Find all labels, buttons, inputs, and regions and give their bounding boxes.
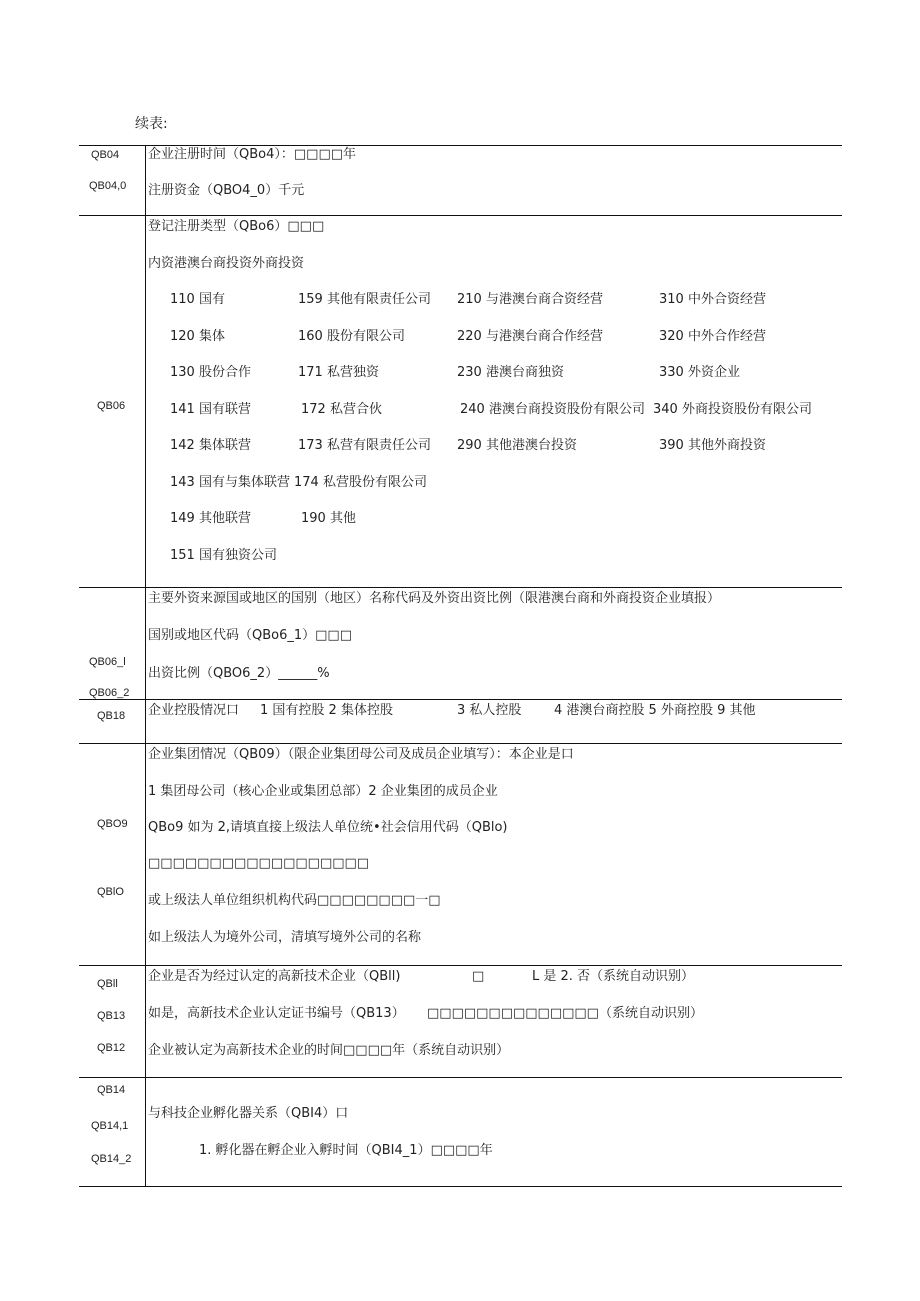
row-divider [79, 145, 842, 146]
field-code: QB06_l [89, 656, 126, 668]
column-divider [145, 145, 146, 1187]
high-tech-options: L 是 2. 否（系统自动识别） [532, 969, 695, 984]
holding-status-label: 企业控股情况口 [148, 703, 240, 718]
reg-type-option: 230 港澳台商独资 [457, 365, 564, 380]
high-tech-question: 企业是否为经过认定的高新技术企业（QBll) [148, 969, 401, 984]
holding-option: 3 私人控股 [457, 703, 522, 718]
reg-type-option: 171 私营独资 [298, 365, 379, 380]
row-divider [79, 1077, 842, 1078]
holding-option: 1 国有控股 2 集体控股 [260, 703, 393, 718]
field-code: QB14,1 [91, 1120, 129, 1132]
registration-type-categories: 内资港澳台商投资外商投资 [148, 256, 305, 271]
parent-credit-code-label: QBo9 如为 2,请填直接上级法人单位统•社会信用代码（QBlo) [148, 820, 508, 835]
high-tech-cert-boxes: □□□□□□□□□□□□□□（系统自动识别） [427, 1006, 703, 1021]
reg-type-option: 290 其他港澳台投资 [457, 438, 577, 453]
reg-type-option: 320 中外合作经营 [659, 329, 766, 344]
holding-option: 4 港澳台商控股 5 外商控股 9 其他 [554, 703, 756, 718]
high-tech-cert-label: 如是，高新技术企业认定证书编号（QB13） [148, 1006, 405, 1021]
reg-type-option: 330 外资企业 [659, 365, 740, 380]
field-code: QB12 [97, 1042, 126, 1054]
row-divider [79, 699, 842, 700]
reg-type-option: 173 私营有限责任公司 [298, 438, 431, 453]
country-code-field: 国别或地区代码（QBo6_1）□□□ [148, 628, 352, 643]
reg-type-option: 190 其他 [301, 511, 356, 526]
registered-capital-field: 注册资金（QBO4_0）千元 [148, 183, 305, 198]
field-code: QBO9 [97, 818, 128, 830]
field-code: QB13 [97, 1010, 126, 1022]
incubator-relation-field: 与科技企业孵化器关系（QBI4）口 [148, 1106, 349, 1121]
row-divider [79, 743, 842, 744]
group-status-field: 企业集团情况（QB09）（限企业集团母公司及成员企业填写）：本企业是口 [148, 747, 574, 762]
incubation-date-field: 1. 孵化器在孵企业入孵时间（QBI4_1）□□□□年 [199, 1143, 493, 1158]
reg-type-option: 142 集体联营 [170, 438, 251, 453]
group-type-options: 1 集团母公司（核心企业或集团总部）2 企业集团的成员企业 [148, 784, 498, 799]
parent-credit-code-boxes: □□□□□□□□□□□□□□□□□□ [148, 856, 370, 871]
reg-type-option: 220 与港澳台商合作经营 [457, 329, 603, 344]
reg-type-option: 390 其他外商投资 [659, 438, 766, 453]
reg-type-option: 120 集体 [170, 329, 225, 344]
continued-title: 续表: [135, 116, 168, 132]
reg-type-option: 310 中外合资经营 [659, 292, 766, 307]
reg-type-option: 110 国有 [170, 292, 225, 307]
reg-type-option: 210 与港澳台商合资经营 [457, 292, 603, 307]
reg-type-option: 143 国有与集体联营 [170, 475, 290, 490]
field-code: QB04 [91, 149, 120, 161]
field-code: QBll [97, 978, 118, 990]
parent-org-code-field: 或上级法人单位组织机构代码□□□□□□□□一□ [148, 893, 441, 908]
row-divider [79, 587, 842, 588]
reg-type-option: 240 港澳台商投资股份有限公司 [460, 402, 645, 417]
high-tech-checkbox: □ [472, 969, 485, 984]
reg-type-option: 130 股份合作 [170, 365, 251, 380]
overseas-parent-note: 如上级法人为境外公司，清填写境外公司的名称 [148, 930, 422, 945]
reg-type-option: 160 股份有限公司 [298, 329, 405, 344]
field-code: QB06 [97, 400, 126, 412]
reg-type-option: 151 国有独资公司 [170, 548, 277, 563]
registration-time-field: 企业注册时间（QBo4）：□□□□年 [148, 147, 357, 162]
field-code: QB14_2 [91, 1153, 132, 1165]
field-code: QB04,0 [89, 180, 127, 192]
field-code: QB14 [97, 1084, 126, 1096]
reg-type-option: 159 其他有限责任公司 [298, 292, 431, 307]
registration-type-field: 登记注册类型（QBo6）□□□ [148, 219, 325, 234]
reg-type-option: 174 私营股份有限公司 [294, 475, 427, 490]
high-tech-date-field: 企业被认定为高新技术企业的时间□□□□年（系统自动识别） [148, 1043, 510, 1058]
foreign-investment-heading: 主要外资来源国或地区的国别（地区）名称代码及外资出资比例（限港澳台商和外商投资企业填报） [148, 591, 721, 606]
reg-type-option: 141 国有联营 [170, 402, 251, 417]
row-divider [79, 215, 842, 216]
investment-ratio-field: 出资比例（QBO6_2）______% [148, 666, 330, 681]
row-divider [79, 1186, 842, 1187]
field-code: QB18 [97, 710, 126, 722]
field-code: QB06_2 [89, 687, 130, 699]
reg-type-option: 172 私营合伙 [301, 402, 382, 417]
reg-type-option: 149 其他联营 [170, 511, 251, 526]
reg-type-option: 340 外商投资股份有限公司 [653, 402, 812, 417]
row-divider [79, 965, 842, 966]
field-code: QBlO [97, 886, 124, 898]
